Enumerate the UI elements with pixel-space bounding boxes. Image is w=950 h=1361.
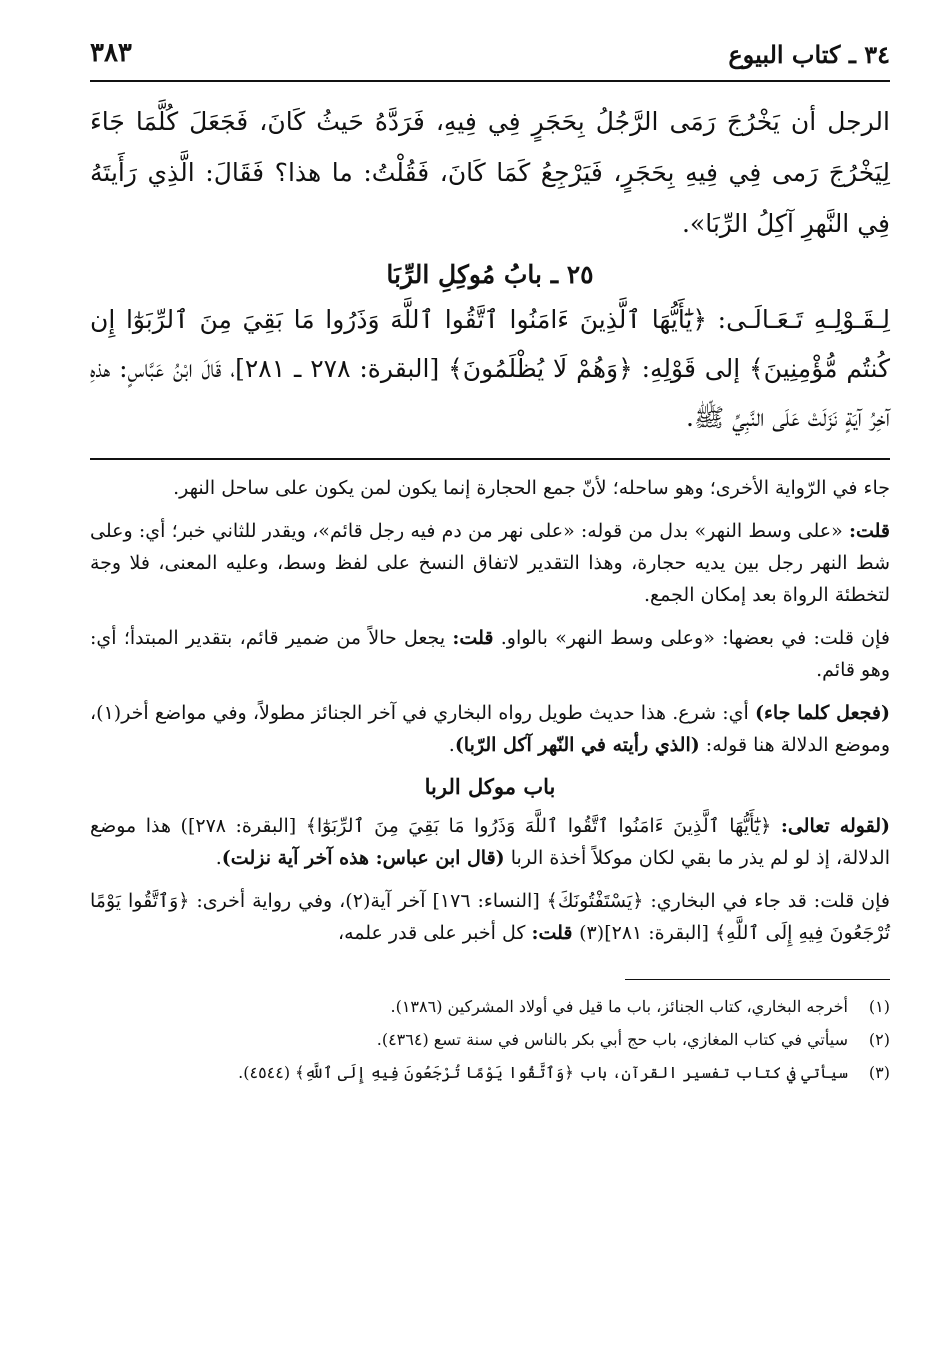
page-header [90,36,890,82]
hadith-continuation: الرجل أن يَخْرُجَ رَمَى الرَّجُلُ بِحَجَرٍ فِي فِيهِ، فَرَدَّهُ حَيثُ كَانَ، فَجَعَلَ كُلَّمَا جَاءَ لِيَخْرُجَ رَمى فِي فِيهِ بِحَجَرٍ، فَيَرْجِعُ كَمَا كَانَ، فَقُلْتُ: ما هذا؟ فَقَالَ: الَّذِي رَأَيتَهُ فِي النَّهرِ آكِلُ الرِّبَا». [90,107,890,238]
bold-quote: (الذي رأيته في النّهر آكل الرّبا) [454,734,700,756]
footnote-text: سيأتي في كتاب تفسير القرآن، باب ﴿وَٱتَّقُوا يَوْمًا تُرْجَعُونَ فِيهِ إِلَى ٱللَّهِ﴾ (٤٥٤٤). [238,1063,848,1082]
footnote [90,1023,890,1056]
footnote-number: (٣) [868,1063,890,1082]
commentary-paragraph: جاء في الرّواية الأخرى؛ وهو ساحله؛ لأنّ جمع الحجارة إنما يكون لمن يكون على ساحل النهر. [173,477,890,499]
bold-lead: قلت: [452,627,494,649]
bold-lead: (فجعل كلما جاء) [755,702,890,724]
footnote [90,990,890,1023]
commentary-paragraph: فإن قلت: قد جاء في البخاري: ﴿يَسْتَفْتُونَكَ﴾ [النساء: ١٧٦] آخر آية(٢)، وفي رواية أخرى: ﴿وَٱتَّقُوا يَوْمًا تُرْجَعُونَ فِيهِ إِلَى ٱللَّهِ﴾ [البقرة: ٢٨١](٣) قلت: كل أخبر على قدر علمه، [90,890,890,944]
chapter-text: لِـقَـوْلِـهِ تَـعَـالَـى: ﴿يَٰٓأَيُّهَا ٱلَّذِينَ ءَامَنُوا ٱتَّقُوا ٱللَّهَ وَذَرُوا مَا بَقِيَ مِنَ ٱلرِّبَوٰٓا إِن كُنتُم مُّؤْمِنِينَ﴾ إلى قَوْلِهِ: ﴿وَهُمْ لَا يُظْلَمُونَ﴾ [البقرة: ٢٧٨ ـ ٢٨١]، قَالَ ابْنُ عَبَّاسٍ: هذهِ آخِرُ آيَةٍ نَزَلَتْ عَلَى النَّبِيِّ ﷺ. [90,305,890,432]
footnote [90,1056,890,1089]
running-title: ٣٤ ـ كتاب البيوع [728,40,890,69]
chapter-heading: ٢٥ ـ بابُ مُوكِلِ الرِّبَا [386,260,594,289]
page-number: ٣٨٣ [90,38,132,68]
footnote-text: سيأتي في كتاب المغازي، باب حج أبي بكر بالناس في سنة تسع (٤٣٦٤). [376,1030,848,1049]
commentary-paragraph: فإن قلت: في بعضها: «وعلى وسط النهر» بالواو. قلت: يجعل حالاً من ضمير قائم، بتقدير المبتدأ؛ أي: وهو قائم. [90,627,891,681]
bold-lead: (لقوله تعالى: [780,815,890,837]
bold-lead: قلت: [848,520,890,542]
commentary-paragraph: قلت: «على وسط النهر» بدل من قوله: «على نهر من دم فيه رجل قائم»، ويقدر للثاني خبر؛ أي: وعلى شط النهر رجل بين يديه حجارة، وهذا التقدير لاتفاق النسخ على لفظ وسط، وعليه المعنى، فلا وجة لتخطئة الرواة بعد إمكان الجمع. [90,520,890,606]
book-page [90,36,890,1089]
text-separator [90,458,890,460]
footnote-ref: (٢) [345,890,371,912]
footnote-text: أخرجه البخاري، كتاب الجنائز، باب ما قيل في أولاد المشركين (١٣٨٦). [390,997,848,1016]
footnote-ref: (١) [96,702,122,724]
bold-quote: (قال ابن عباس: هذه آخر آية نزلت) [221,847,505,869]
footnote-ref: (٣) [579,922,605,944]
hadith-text [90,96,890,442]
section-heading: باب موكل الربا [424,774,556,799]
footnote-number: (١) [868,997,890,1016]
footnote-number: (٢) [868,1030,890,1049]
bold-lead: قلت: [531,922,580,944]
footnote-separator [625,979,890,980]
footnotes [90,990,890,1089]
commentary-paragraph: (فجعل كلما جاء) أي: شرع. هذا حديث طويل رواه البخاري في آخر الجنائز مطولاً، وفي مواضع أخر(١)، وموضع الدلالة هنا قوله: (الذي رأيته في النّهر آكل الرّبا). [90,702,890,756]
commentary [90,472,890,949]
commentary-paragraph: (لقوله تعالى: ﴿يَٰٓأَيُّهَا ٱلَّذِينَ ءَامَنُوا ٱتَّقُوا ٱللَّهَ وَذَرُوا مَا بَقِيَ مِنَ ٱلرِّبَوٰٓا﴾ [البقرة: ٢٧٨]) هذا موضع الدلالة، إذ لو لم يذر ما بقي لكان موكلاً أخذة الربا (قال ابن عباس: هذه آخر آية نزلت). [90,815,890,869]
